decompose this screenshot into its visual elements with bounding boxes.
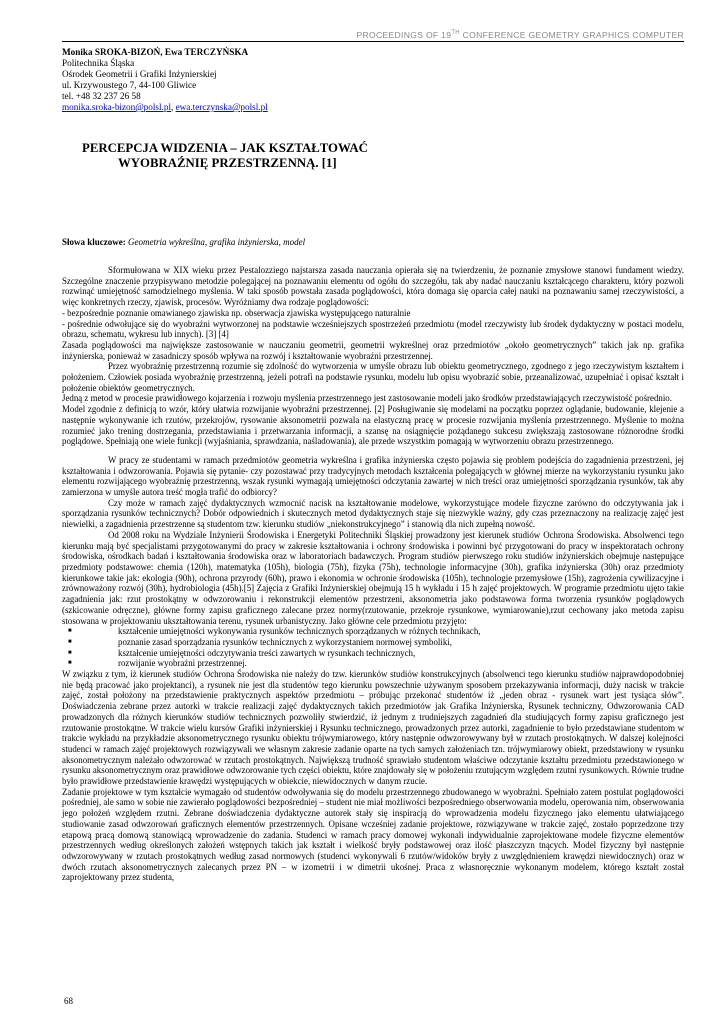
- body-text: [62, 265, 684, 883]
- paragraph: W związku z tym, iż kierunek studiów Ochrona Środowiska nie należy do tzw. kierunków studiów konstrukcyjnych (absolwenci tego kierunku studiów najprawdopodobniej nie będą pracować jako projektanci), a rysunek nie jest dla studentów tego kierunku powszechnie używanym sposobem przekazywania informacji, duży nacisk w trakcie zajęć, został położony na przedstawienie praktycznych aspektów przedmiotu – próbując przekonać studentów iż „jeden obraz - rysunek wart jest tysiąca słów”. Doświadczenia zebrane przez autorki w trakcie realizacji zajęć dydaktycznych takich przedmiotów jak Grafika Inżynierska, Rysunek techniczny, Odwzorowania CAD prowadzonych dla różnych kierunków studiów technicznych pozwoliły stwierdzić, iż jednym z trudniejszych zagadnień dla studiujących formy zapisu graficznego jest rzutowanie prostokątne. W trakcie wielu kursów Grafiki inżynierskiej i Rysunku technicznego, prowadzonych przez autorki, zagadnienie to było przedstawiane studentom w trakcie wykładu na przykładzie aksonometrycznego rysunku obiektu trójwymiarowego, który następnie odwzorowywany był w rzutach prostokątnych. W dalszej kolejności studenci w ramach zajęć projektowych rozwiązywali we własnym zakresie zadanie oparte na tych samych założeniach tzn. trójwymiarowy obiekt, przedstawiony w rysunku aksonometrycznym należało odwzorować w rzutach prostokątnych. Największą trudność sprawiało studentom właściwe odczytanie kształtu przedmiotu przedstawionego w rysunku aksonometrycznym oraz prawidłowe odwzorowanie tych części obiektu, które znajdowały się w położeniu rzutującym względem rzutni rysunkowych. Równie trudne było prawidłowe przedstawienie krawędzi występujących w obiekcie, niewidocznych w danym rzucie.: [62, 669, 684, 787]
- affiliation-university: Politechnika Śląska: [62, 58, 135, 68]
- list-item: ■ rozwijanie wyobraźni przestrzennej.: [62, 658, 684, 669]
- paragraph: Zasada poglądowości ma największe zastosowanie w nauczaniu geometrii, geometrii wykreślnej oraz przedmiotów „około geometrycznych” takich jak np. grafika inżynierska, ponieważ w zasadniczy sposób wpływa na rozwój i kształtowanie wyobraźni przestrzennej.: [62, 339, 684, 361]
- title-line-1: PERCEPCJA WIDZENIA – JAK KSZTAŁTOWAĆ: [82, 141, 368, 155]
- author-names: Monika SROKA-BIZOŃ, Ewa TERCZYŃSKA: [62, 47, 249, 57]
- emails: monika.sroka-bizon@polsl.pl, ewa.terczynska@polsl.pl: [62, 102, 268, 112]
- address: ul. Krzywoustego 7, 44-100 Gliwice: [62, 80, 197, 90]
- list-item: ■ poznanie zasad sporządzania rysunków technicznych z wykorzystaniem normowej symboliki,: [62, 637, 684, 648]
- list-item: ■ kształcenie umiejętności odczytywania treści zawartych w rysunkach technicznych,: [62, 648, 684, 659]
- page-number: 68: [64, 996, 73, 1006]
- title-line-2: WYOBRAŹNIĘ PRZESTRZENNĄ. [1]: [118, 156, 337, 170]
- phone: tel. +48 32 237 26 58: [62, 91, 141, 101]
- keywords-value: Geometria wykreślna, grafika inżynierska, model: [125, 237, 306, 247]
- paragraph: Od 2008 roku na Wydziale Inżynierii Środowiska i Energetyki Politechniki Śląskiej prowadzony jest kierunek studiów Ochrona Środowiska. Absolwenci tego kierunku mają być specjalistami przygotowanymi do pracy w zakresie kształtowania i ochrony środowiska i powinni być przygotowani do pracy w inspektoratach ochrony środowiska, ośrodkach badań i kształtowania środowiska oraz w laboratoriach badawczych. Program studiów pierwszego roku studiów inżynierskich obejmuje następujące przedmioty podstawowe: chemia (120h), matematyka (105h), biologia (75h), fizyka (75h), technologie informacyjne (30h), grafika inżynierska (30h) oraz przedmioty kierunkowe takie jak: ekologia (90h), ochrona przyrody (60h), prawo i ekonomia w ochronie środowiska (105h), technologie przemysłowe (15h), zagrożenia cywilizacyjne i zrównoważony rozwój (30h), hydrobiologia (45h).[5] Zajęcia z Grafiki Inżynierskiej obejmują 15 h wykładu i 15 h zajęć projektowych. W programie przedmiotu ujęto takie zagadnienia jak: rzut prostokątny w odwzorowaniu i rekonstrukcji elementów przestrzeni, aksonometria jako podstawowa forma tworzenia rysunków poglądowych (szkicowanie odręczne), główne formy zapisu graficznego zalecane przez normy(rzutowanie, przekroje rysunkowe, wymiarowanie),rzut cechowany jako metoda zapisu stosowana w projektowaniu ukształtowania terenu, rysunek urbanistyczny. Jako główne cele przedmiotu przyjęto:: [62, 529, 684, 626]
- bullet-marker: ■: [68, 628, 72, 635]
- paragraph: Przez wyobraźnię przestrzenną rozumie się zdolność do wytworzenia w umyśle obrazu lub obiektu geometrycznego, zgodnego z jego rzeczywistym kształtem i położeniem. Człowiek posiada wyobraźnię przestrzenną, jeżeli potrafi na podstawie rysunku, modelu lub opisu wyobrazić sobie, przeanalizować, uzupełniać i opisać kształt i położenie obiektów geometrycznych.: [62, 361, 684, 393]
- bullet-marker: ■: [68, 660, 72, 667]
- paragraph: Jedną z metod w procesie prawidłowego kojarzenia i rozwoju myślenia przestrzennego jest zastosowanie modeli jako środków przedstawiających rzeczywistość pośrednio.: [62, 393, 672, 404]
- author-block: [62, 47, 268, 113]
- keywords-label: Słowa kluczowe:: [62, 237, 126, 247]
- paragraph: Czy może w ramach zajęć dydaktycznych wzmocnić nacisk na kształtowanie modelowe, wykorzystujące modele fizyczne zarówno do odczytywania jak i sporządzania rysunków technicznych? Dobór odpowiednich i skutecznych metod dydaktycznych staje się niezwykle ważny, gdy czas przeznaczony na realizację zajęć jest niewielki, a zagadnienia przestrzenne są studentom tzw. kierunku studiów „niekonstrukcyjnego” i stanowią dla nich zupełną nowość.: [62, 497, 684, 530]
- paper-title: [82, 141, 368, 171]
- affiliation-department: Ośrodek Geometrii i Grafiki Inżynierskiej: [62, 69, 217, 79]
- email-link-1[interactable]: monika.sroka-bizon@polsl.pl: [62, 102, 171, 112]
- keywords: [62, 237, 305, 247]
- paragraph: Model zgodnie z definicją to wzór, który ułatwia rozwijanie wyobraźni przestrzennej. [2] Posługiwanie się modelami na początku poprzez oglądanie, budowanie, klejenie a następnie wykonywanie ich rzutów, przekrojów, rysowanie aksonometrii pozwala na elastyczną pracę w procesie rozwijania myślenia przestrzennego. Myślenie to można rozumieć jako trening dostrzegania, przedstawiania i przetwarzania informacji, a szansę na osiągnięcie pożądanego sukcesu zwiększają zastosowane różnorodne środki poglądowe. Spełniają one wiele funkcji (wyjaśniania, sprawdzania, naśladowania), ale przede wszystkim pomagają w wytworzeniu obrazu przestrzennego.: [62, 404, 684, 447]
- list-item: ■ kształcenie umiejętności wykonywania rysunków technicznych sporządzanych w różnych technikach,: [62, 626, 684, 637]
- paragraph: Zadanie projektowe w tym kształcie wymagało od studentów odwoływania się do modelu przestrzennego zbudowanego w wyobraźni. Spełniało zatem postulat poglądowości pośredniej, ale samo w sobie nie zawierało poglądowości bezpośredniej – student nie miał możliwości bezpośredniego obserwowania modelu, operowania nim, obserwowania jego położeń względem rzutni. Zebrane doświadczenia dydaktyczne autorek stały się inspiracją do wprowadzenia modelu fizycznego jako elementu ułatwiającego studiowanie zasad odwzorowań graficznych elementów przestrzennych. Opisane wcześniej zadanie projektowe, rozwiązywane w trakcie zajęć, zostało poprzedzone trzy etapową pracą domową stanowiącą wprowadzenie do zadania. Studenci w ramach pracy domowej wykonali indywidualnie zaprojektowane modele fizyczne elementów przestrzennych według określonych założeń wstępnych takich jak kształt i wielkość bryły podstawowej oraz ilość płaszczyzn tnących. Model fizyczny był następnie odwzorowywany w rzutach prostokątnych według zasad normowych (studenci wykonywali 6 rzutów/widoków bryły z uwzględnieniem krawędzi niewidocznych) oraz w dwóch rzutach aksonometrycznych zalecanych przez PN – w izometrii i w dimetrii ukośnej. Praca z własnoręcznie wykonanym modelem, którego kształt został zaprojektowany przez studenta,: [62, 786, 684, 883]
- paragraph: W pracy ze studentami w ramach przedmiotów geometria wykreślna i grafika inżynierska często pojawia się problem podejścia do zagadnienia przestrzeni, jej kształtowania i odwzorowania. Pojawia się pytanie- czy pozostawać przy tradycyjnych metodach kształcenia polegających w głównej mierze na wykorzystaniu rysunku jako elementu rozwijającego wyobraźnię przestrzenną, wszak rysunki wymagają umiejętności odczytania zawartej w nich treści oraz umiejętności sporządzania rysunków, tak aby zamierzona w umyśle autora treść mogła trafić do odbiorcy?: [62, 454, 684, 498]
- paragraph: - bezpośrednie poznanie omawianego zjawiska np. obserwacja zjawiska występującego naturalnie: [62, 307, 411, 318]
- bullet-marker: ■: [68, 649, 72, 656]
- paragraph: - pośrednie odwołujące się do wyobraźni wytworzonej na podstawie wcześniejszych spostrzeżeń przedmiotu (model rzeczywisty lub środek dydaktyczny w postaci modelu, obrazu, schematu, wykresu lub innych). [3] [4]: [62, 318, 684, 340]
- bullet-marker: ■: [68, 638, 72, 645]
- email-link-2[interactable]: ewa.terczynska@polsl.pl: [175, 102, 268, 112]
- paragraph: Sformułowana w XIX wieku przez Pestalozziego najstarsza zasada nauczania opierała się na twierdzeniu, że poznanie zmysłowe stanowi fundament wiedzy. Szczególne znaczenie przypisywano metodzie polegającej na poznawaniu elementu od ogółu do szczegółu, tak aby nadać nauczaniu kształcącego charakteru, który pozwoli rozwinąć umiejętność samodzielnego myślenia. W taki sposób powstała zasada poglądowości, która domaga się oparcia całej nauki na poznawaniu samej rzeczywistości, a więc konkretnych rzeczy, zjawisk, procesów. Wyróżniamy dwa rodzaje poglądowości:: [62, 265, 684, 308]
- running-header: PROCEEDINGS OF 19TH CONFERENCE GEOMETRY GRAPHICS COMPUTER: [62, 30, 684, 42]
